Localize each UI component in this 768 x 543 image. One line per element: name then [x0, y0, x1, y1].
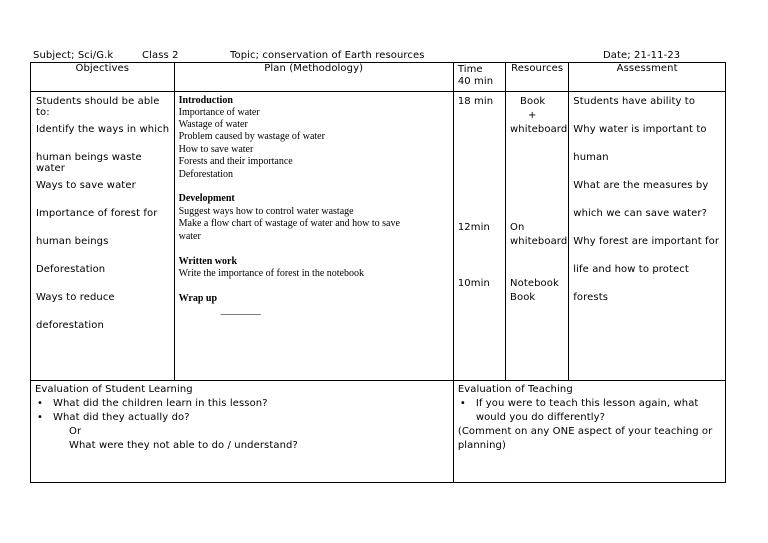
resources-cell	[506, 92, 569, 381]
assessment-header	[569, 63, 726, 92]
evaluation-note: planning)	[457, 440, 507, 451]
introduction-item: How to save water	[178, 144, 254, 155]
class-label: Class 2	[142, 50, 179, 61]
assessment-item: Why forest are important for	[573, 236, 720, 247]
table-body-row	[31, 92, 726, 381]
plan-header-text: Plan (Methodology)	[264, 63, 364, 74]
time-header-line1: Time	[457, 64, 483, 75]
development-item: Suggest ways how to control water wastage	[178, 206, 354, 217]
development-heading: Development	[178, 193, 235, 204]
resource-item: On	[510, 222, 525, 233]
introduction-item: Wastage of water	[178, 119, 248, 130]
introduction-item: Importance of water	[178, 107, 260, 118]
objectives-header	[31, 63, 175, 92]
introduction-heading: Introduction	[178, 95, 233, 106]
assessment-item: Why water is important to	[573, 124, 707, 135]
evaluation-question: What did they actually do?	[53, 412, 190, 423]
assessment-item: human	[573, 152, 609, 163]
written-work-heading: Written work	[178, 256, 238, 267]
objective-item: human beings waste water	[36, 152, 142, 174]
evaluation-teaching-cell	[453, 381, 725, 483]
table-header-row	[31, 63, 726, 92]
bullet-icon: •	[37, 412, 43, 423]
assessment-item: Students have ability to	[573, 96, 696, 107]
assessment-header-text: Assessment	[616, 63, 678, 74]
subject-label: Subject; Sci/G.k	[33, 50, 114, 61]
evaluation-teaching-title: Evaluation of Teaching	[457, 384, 573, 395]
resources-header-text: Resources	[511, 63, 564, 74]
resource-item: whiteboard	[510, 124, 568, 135]
resource-item: Notebook	[510, 278, 559, 289]
objective-item: Ways to save water	[36, 180, 136, 191]
development-item: water	[178, 231, 201, 242]
plan-header	[174, 63, 453, 92]
evaluation-row	[31, 381, 726, 483]
resource-item: whiteboard	[510, 236, 568, 247]
evaluation-question: would you do differently?	[475, 412, 606, 423]
objective-item: Ways to reduce	[36, 292, 115, 303]
objective-item: Students should be able to:	[36, 96, 160, 118]
plan-cell	[174, 92, 453, 381]
introduction-item: Problem caused by wastage of water	[178, 131, 325, 142]
objective-item: Identify the ways in which	[36, 124, 170, 135]
evaluation-note: (Comment on any ONE aspect of your teaching or	[457, 426, 713, 437]
assessment-cell	[569, 92, 726, 381]
topic-label: Topic; conservation of Earth resources	[230, 50, 425, 61]
introduction-item: Deforestation	[178, 169, 234, 180]
evaluation-question: What were they not able to do / understand?	[69, 440, 298, 451]
resource-item: Book	[520, 96, 546, 107]
resources-header	[506, 63, 569, 92]
resource-item: Book	[510, 292, 536, 303]
evaluation-question: If you were to teach this lesson again, what	[475, 398, 699, 409]
bullet-icon: •	[37, 398, 43, 409]
evaluation-or: Or	[69, 426, 82, 437]
evaluation-question: What did the children learn in this lesson?	[53, 398, 268, 409]
development-item: Make a flow chart of wastage of water and how to save	[178, 218, 400, 229]
written-work-item: Write the importance of forest in the notebook	[178, 268, 364, 279]
assessment-item: What are the measures by	[573, 180, 709, 191]
time-item: 12min	[457, 222, 490, 233]
objectives-cell	[31, 92, 175, 381]
objective-item: Importance of forest for	[36, 208, 158, 219]
time-item: 10min	[457, 278, 490, 289]
objective-item: human beings	[36, 236, 109, 247]
resource-item: +	[528, 110, 537, 121]
time-item: 18 min	[457, 96, 494, 107]
lesson-plan-table	[30, 62, 726, 483]
time-header-line2: 40 min	[457, 76, 494, 87]
objectives-header-text: Objectives	[75, 63, 130, 74]
assessment-item: life and how to protect	[573, 264, 689, 275]
bullet-icon: •	[459, 398, 466, 409]
introduction-item: Forests and their importance	[178, 156, 293, 167]
objective-item: deforestation	[36, 320, 104, 331]
wrap-up-line: ________	[220, 305, 261, 316]
assessment-item: forests	[573, 292, 609, 303]
evaluation-students-cell	[31, 381, 454, 483]
wrap-up-heading: Wrap up	[178, 293, 218, 304]
date-label: Date; 21-11-23	[603, 50, 681, 61]
time-cell	[453, 92, 505, 381]
objective-item: Deforestation	[36, 264, 106, 275]
assessment-item: which we can save water?	[573, 208, 708, 219]
evaluation-students-title: Evaluation of Student Learning	[35, 384, 193, 395]
time-header	[453, 63, 505, 92]
